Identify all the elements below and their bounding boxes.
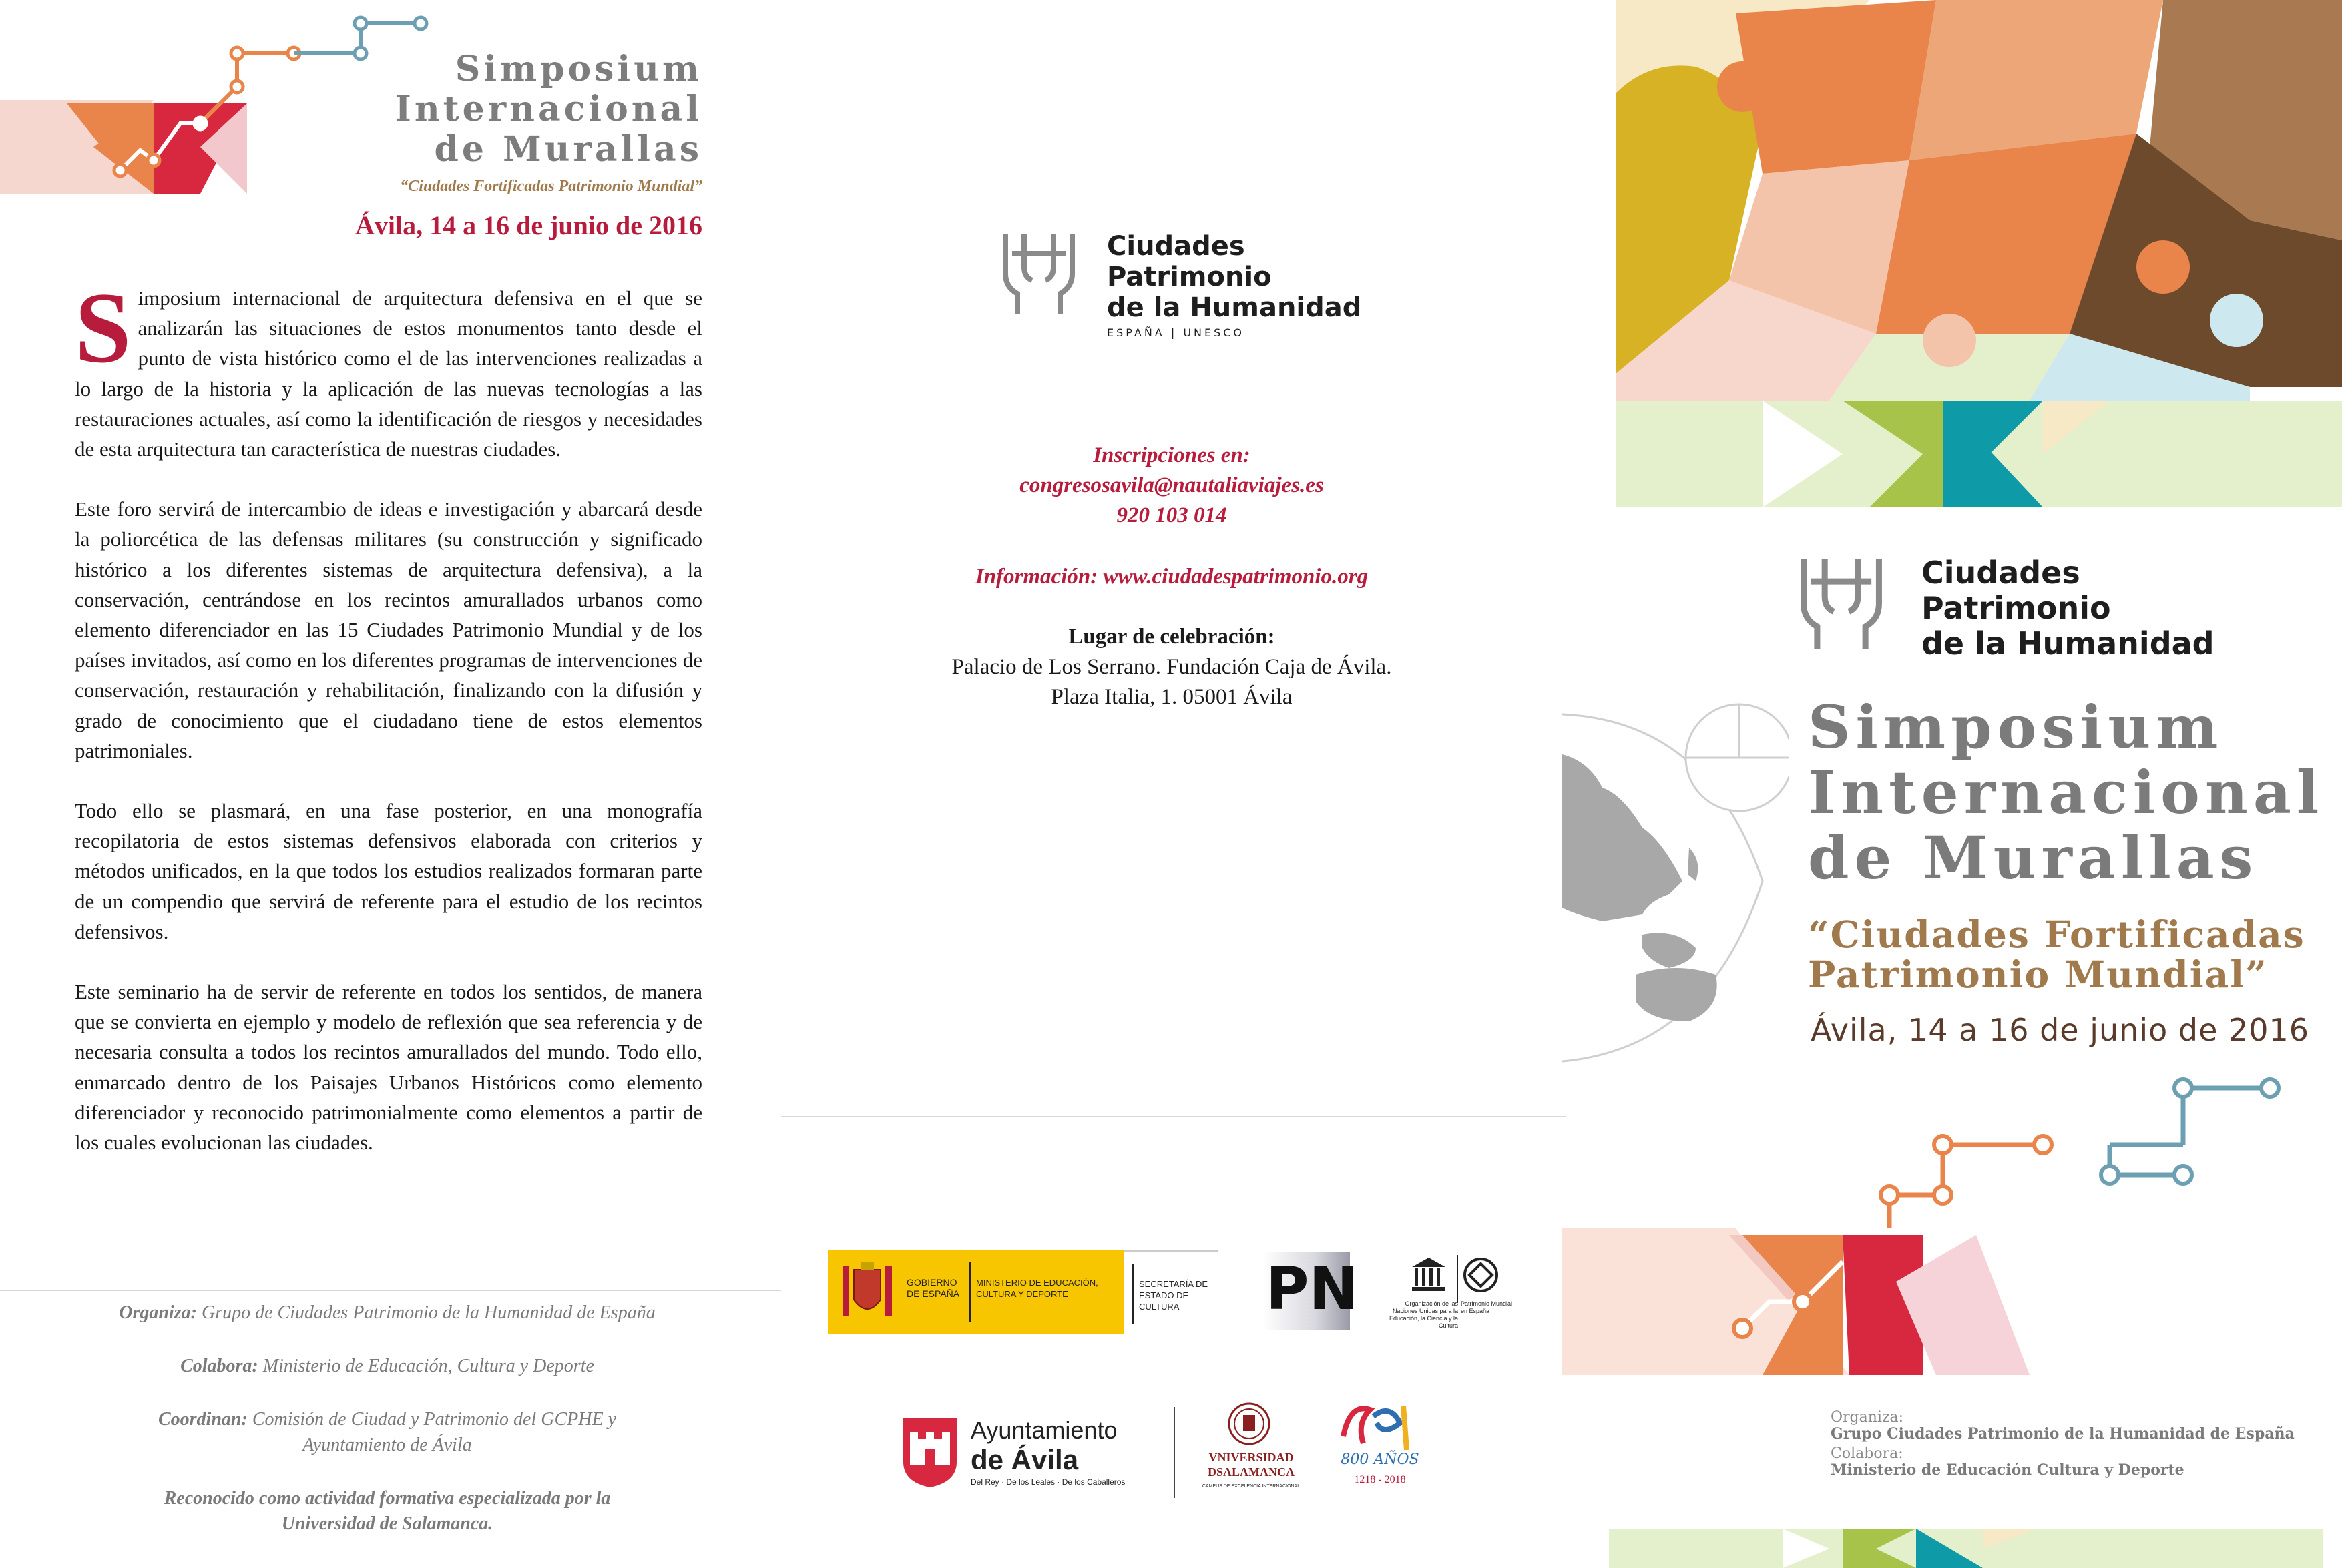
right-bottom-strip: [1609, 1529, 2323, 1568]
credit-organiza-value: Grupo de Ciudades Patrimonio de la Humanidad de España: [201, 1302, 656, 1323]
venue-line-1: Palacio de Los Serrano. Fundación Caja de Ávila.: [951, 655, 1392, 679]
middle-cph-line-3: de la Humanidad: [1107, 292, 1362, 323]
dropcap-letter: S: [75, 272, 132, 384]
right-organizers: [1831, 1410, 2338, 1478]
world-heritage-emblem-icon: [1462, 1256, 1499, 1294]
ayuntamiento-line-1: Ayuntamiento: [971, 1416, 1118, 1444]
right-cph-line-3: de la Humanidad: [1921, 625, 2214, 662]
left-title-line-2: Internacional: [395, 89, 702, 129]
unesco-org-text: Organización de las Naciones Unidas para la Educación, la Ciencia y la Cultura: [1389, 1300, 1458, 1329]
right-colabora-value: Ministerio de Educación Cultura y Deporte: [1831, 1461, 2184, 1479]
middle-cph-line-1: Ciudades: [1107, 231, 1245, 262]
left-title-line-1: Simposium: [455, 49, 702, 89]
middle-cph-line-2: Patrimonio: [1107, 262, 1272, 292]
ayuntamiento-logo-text: [971, 1416, 1125, 1489]
venue-label: Lugar de celebración:: [1068, 625, 1275, 649]
right-title-line-3: de Murallas: [1808, 823, 2259, 892]
credit-coordinan-label: Coordinan:: [158, 1409, 248, 1430]
right-date: Ávila, 14 a 16 de junio de 2016: [1811, 1012, 2310, 1048]
unesco-separator: [1457, 1255, 1458, 1303]
middle-cph-tag: ESPAÑA | UNESCO: [1107, 326, 1245, 339]
ayuntamiento-separator: [1174, 1407, 1175, 1498]
usal-800-years: 800 AÑOS: [1341, 1451, 1419, 1468]
inscripciones-block: [781, 441, 1562, 531]
usal-name: VNIVERSIDAD DSALAMANCA: [1208, 1451, 1295, 1479]
credit-colabora: [117, 1354, 658, 1379]
right-cph-logo-text: [1921, 555, 2214, 662]
left-credits: [117, 1300, 658, 1565]
middle-panel: [781, 0, 1562, 1568]
unesco-pm-text: Patrimonio Mundial en España: [1461, 1300, 1513, 1314]
right-subtitle: [1808, 914, 2335, 995]
venue-block: [781, 622, 1562, 712]
right-organiza-label: Organiza:: [1831, 1409, 1904, 1426]
credit-colabora-value: Ministerio de Educación, Cultura y Deporte: [262, 1356, 594, 1376]
unesco-temple-icon: [1409, 1255, 1449, 1295]
ayuntamiento-motto: Del Rey · De los Leales · De los Caballeros: [971, 1477, 1126, 1487]
pn-logo: [1263, 1252, 1359, 1330]
gobierno-text: GOBIERNO DE ESPAÑA: [907, 1277, 960, 1299]
usal-campus: CAMPUS DE EXCELENCIA INTERNACIONAL: [1202, 1484, 1301, 1489]
right-title-line-2: Internacional: [1808, 758, 2325, 827]
inscripciones-email[interactable]: congresosavila@nautaliaviajes.es: [1019, 473, 1324, 497]
usal-800-range: 1218 - 2018: [1354, 1474, 1406, 1485]
right-title-line-1: Simposium: [1808, 692, 2224, 762]
paragraph-3: Todo ello se plasmará, en una fase posterior, en una monografía recopilatoria de estos sistemas defensivos elaborada con criterios y métodos unificados, en la que todos los estudios realizados formaran parte de un compendio que servirá de referente para el estudio de los recintos defensivos.: [75, 799, 702, 943]
middle-cph-logo-text: [1107, 231, 1361, 343]
right-organiza-value: Grupo Ciudades Patrimonio de la Humanidad de España: [1831, 1425, 2295, 1443]
ayuntamiento-line-2: de Ávila: [971, 1444, 1079, 1475]
globe-artwork: [1562, 694, 1789, 1068]
pn-letters: PN: [1266, 1254, 1359, 1323]
right-panel: [1562, 0, 2342, 1568]
credit-organiza-label: Organiza:: [119, 1302, 197, 1323]
left-date: Ávila, 14 a 16 de junio de 2016: [355, 210, 702, 240]
credit-reconocido-text: Reconocido como actividad formativa especializada por la Universidad de Salamanca.: [164, 1488, 611, 1534]
left-title: [355, 49, 702, 170]
venue-line-2: Plaza Italia, 1. 05001 Ávila: [1051, 685, 1293, 709]
secretaria-logo: [1124, 1250, 1218, 1336]
left-subtitle: “Ciudades Fortificadas Patrimonio Mundial”: [400, 178, 702, 195]
paragraph-4: Este seminario ha de servir de referente en todos los sentidos, de manera que se convierta en ejemplo y modelo de reflexión que sea referencia y de necesaria consulta a todos los recintos amurallados del mundo. Todo ello, enmarcado dentro de los Paisajes Urbanos Históricos como elemento diferenciador y reconocido patrimonialmente como elementos a partir de los cuales evolucionan las ciudades.: [75, 980, 702, 1155]
header-decoration-graphic: [0, 0, 307, 200]
puzzle-header-artwork: [1562, 0, 2342, 514]
gobierno-ministerio-logo: [828, 1250, 1124, 1334]
paragraph-2: Este foro servirá de intercambio de ideas e investigación y abarcará desde la poliorcética de las defensas militares (su construcción y significado histórico a los diferentes sistemas de arquitectura defensiva), a la conservación, centrándose en los recintos amurallados urbanos como elemento diferenciador en las 15 Ciudades Patrimonio Mundial y de los países invitados, así como en los diferentes programas de intervenciones de conservación, restauración y rehabilitación, finalizando con la difusión y grado de conocimiento que el ciudadano tiene de estos elementos patrimoniales.: [75, 497, 702, 762]
spain-coat-of-arms-icon: [837, 1260, 897, 1325]
left-title-line-3: de Murallas: [434, 129, 702, 170]
left-divider: [0, 1290, 781, 1291]
credit-coordinan: [117, 1407, 658, 1458]
ayuntamiento-shield-icon: [900, 1415, 960, 1489]
right-subtitle-line-1: “Ciudades Fortificadas: [1808, 912, 2305, 956]
credit-organiza: [117, 1300, 658, 1326]
paragraph-1: [75, 272, 702, 464]
credit-coordinan-value: Comisión de Ciudad y Patrimonio del GCPHE y Ayuntamiento de Ávila: [252, 1409, 616, 1455]
paragraph-1-text: imposium internacional de arquitectura defensiva en el que se analizarán las situaciones de estos monumentos tanto desde el punto de vista histórico como el de las intervenciones realizadas a lo largo de la historia y la aplicación de las nuevas tecnologías a las restauraciones actuales, así como la identificación de riesgos y necesidades de esta arquitectura tan característica de nuestras ciudades.: [75, 286, 702, 461]
ministerio-text: MINISTERIO DE EDUCACIÓN, CULTURA Y DEPORTE: [976, 1278, 1098, 1299]
usal-seal-icon: [1227, 1402, 1271, 1446]
inscripciones-phone: 920 103 014: [1116, 503, 1227, 527]
informacion-link[interactable]: Información: www.ciudadespatrimonio.org: [975, 565, 1369, 589]
right-title: [1808, 694, 2335, 890]
middle-divider: [781, 1116, 1566, 1117]
right-cph-line-2: Patrimonio: [1921, 590, 2111, 626]
inscripciones-label: Inscripciones en:: [1093, 443, 1250, 467]
credit-colabora-label: Colabora:: [180, 1356, 258, 1376]
secretaria-separator: [1132, 1264, 1134, 1324]
credit-reconocido: [117, 1486, 658, 1537]
right-cph-emblem-icon: [1796, 551, 1887, 657]
usal-800-emblem-icon: [1337, 1396, 1423, 1457]
right-subtitle-line-2: Patrimonio Mundial”: [1808, 953, 2268, 996]
secretaria-text: SECRETARÍA DE ESTADO DE CULTURA: [1139, 1279, 1208, 1312]
left-body-text: [75, 272, 702, 1188]
right-colabora-label: Colabora:: [1831, 1445, 1903, 1462]
right-cph-line-1: Ciudades: [1921, 555, 2080, 591]
left-panel: [0, 0, 781, 1568]
cph-emblem-icon: [999, 227, 1079, 320]
gobierno-separator: [969, 1262, 971, 1322]
right-footer-graphic: [1562, 1061, 2342, 1382]
